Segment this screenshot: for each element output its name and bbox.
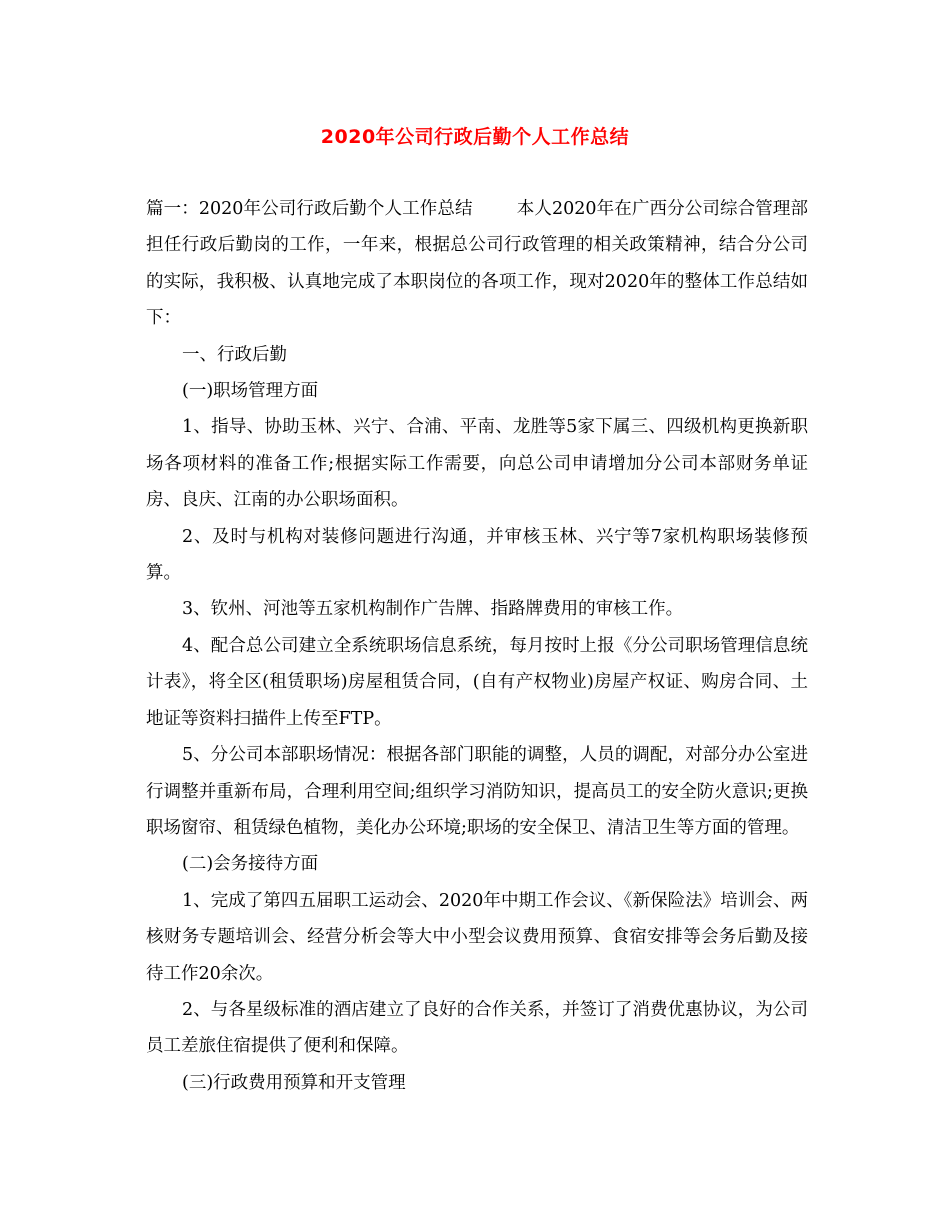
paragraph: 4、配合总公司建立全系统职场信息系统，每月按时上报《分公司职场管理信息统计表》，将全区(租赁职场)房屋租赁合同，(自有产权物业)房屋产权证、购房合同、土地证等资料扫描件上传至FTP。 bbox=[146, 635, 808, 729]
paragraph-lead: 篇一：2020年公司行政后勤个人工作总结 bbox=[146, 199, 473, 219]
section-heading: 一、行政后勤 bbox=[182, 344, 287, 365]
paragraph-text: 本人2020年在广西分公司综合管理部担任行政后勤岗的工作，一年来，根据总公司行政管理的相关政策精神，结合分公司的实际，我积极、认真地完成了本职岗位的各项工作，现对2020年的整体工作总结如下： bbox=[146, 199, 808, 329]
paragraph: 2、与各星级标准的酒店建立了良好的合作关系，并签订了消费优惠协议，为公司员工差旅住宿提供了便利和保障。 bbox=[146, 999, 808, 1057]
subsection-heading: (二)会务接待方面 bbox=[182, 854, 319, 875]
paragraph: 1、完成了第四五届职工运动会、2020年中期工作会议、《新保险法》培训会、两核财务专题培训会、经营分析会等大中小型会议费用预算、食宿安排等会务后勤及接待工作20余次。 bbox=[146, 890, 808, 984]
paragraph: 5、分公司本部职场情况：根据各部门职能的调整，人员的调配，对部分办公室进行调整并重新布局，合理利用空间;组织学习消防知识，提高员工的安全防火意识;更换职场窗帘、租赁绿色植物，美化办公环境;职场的安全保卫、清洁卫生等方面的管理。 bbox=[146, 745, 808, 838]
paragraph-intro bbox=[146, 191, 808, 337]
paragraph: 3、钦州、河池等五家机构制作广告牌、指路牌费用的审核工作。 bbox=[182, 599, 684, 620]
paragraph: 1、指导、协助玉林、兴宁、合浦、平南、龙胜等5家下属三、四级机构更换新职场各项材料的准备工作;根据实际工作需要，向总公司申请增加分公司本部财务单证房、良庆、江南的办公职场面积。 bbox=[146, 417, 808, 511]
subsection-heading: (一)职场管理方面 bbox=[182, 381, 319, 402]
document-title: 2020年公司行政后勤个人工作总结 bbox=[320, 126, 630, 148]
paragraph: 2、及时与机构对装修问题进行沟通，并审核玉林、兴宁等7家机构职场装修预算。 bbox=[146, 526, 808, 584]
subsection-heading: (三)行政费用预算和开支管理 bbox=[182, 1072, 406, 1093]
document-body bbox=[146, 191, 808, 1101]
